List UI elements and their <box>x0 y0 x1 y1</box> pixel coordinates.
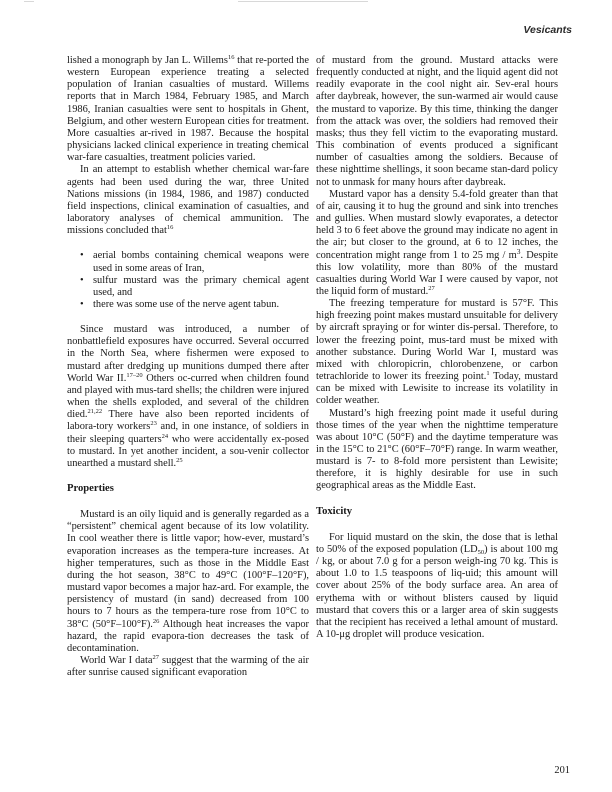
subscript: 50 <box>477 548 485 556</box>
paragraph-wwi-data <box>67 655 309 679</box>
left-column <box>67 55 309 679</box>
citation: 1 <box>486 370 490 378</box>
citation: 27 <box>428 284 435 292</box>
text: For liquid mustard on the skin, the dose that is lethal to 50% of the exposed population (LD <box>316 531 558 555</box>
text: Mustard vapor has a density 5.4-fold greater than that of air, causing it to hug the ground and sink into trenches and gullies. When mustard slowly evaporates, a detector held 3 to 6 feet above the ground may indicate no agent in the air; but closer to the ground, at 6 to 12 inches, the concentration might range from 1 to 25 mg / m <box>316 188 558 261</box>
citation: 21,22 <box>87 408 103 416</box>
paragraph-un-missions <box>67 164 309 237</box>
list-item <box>80 299 309 311</box>
citation: 16 <box>227 54 235 61</box>
right-column <box>316 55 558 641</box>
text: lished a monograph by Jan L. Willems <box>67 55 228 66</box>
text: Today, mustard can be mixed with Lewisite to increase its volatility in colder weather. <box>316 371 558 407</box>
paragraph-night-attacks: of mustard from the ground. Mustard attacks were frequently conducted at night, and the liquid agent did not readily evaporate in the cool night air. Sev-eral hours after daybreak, however, the sun-warmed air would cause the mustard to vaporize. By this time, thinking the danger from the attack was over, the soldiers had removed their masks; thus they fell victim to the evaporating mustard. This combination of events produced a significant number of casualties among the soldiers. Because of these nighttime shellings, it soon became stan-dard policy not to unmask for many hours after daybreak. <box>316 55 558 188</box>
text: Mustard is an oily liquid and is generally regarded as a “persistent” chemical agent because of its low volatility. In cool weather there is little vapor; how-ever, mustard’s evaporation increases as the tempera-ture increases. At higher temperatures, such as those in the Middle East during the hot season, 38°C to 49°C (100°F–120°F), mustard vapor becomes a major haz-ard. For example, the persistency of mustard (in sand) decreased from 100 hours to 7 hours as the tempera-ture rose from 10°C to 38°C (50°F–100°F). <box>67 509 309 630</box>
text: World War I data <box>80 655 153 667</box>
running-head: Vesicants <box>523 24 572 36</box>
text: The freezing temperature for mustard is 57°F. This high freezing point makes mustard unsuitable for delivery by aircraft spraying or for winter dis-persal. Therefore, to lower the freezing point, mus-tard must be mixed with another substance. During World War I, mustard was mixed with chloropicrin, chlorobenzene, or carbon tetrachloride to lower its freezing point. <box>316 298 558 383</box>
paragraph-freezing-point-usefulness: Mustard’s high freezing point made it useful during those times of the year when the nighttime temperature was about 10°C (50°F) and the daytime temperature was in the 15°C to 21°C (60°F–70°F) range. In warm weather, mustard is 7- to 8-fold more persistent than Lewisite; therefore, it is highly desirable for use in such geographical areas as the Middle East. <box>316 407 558 492</box>
text: In an attempt to establish whether chemical war-fare agents had been used during the war, three United Nations missions (in 1984, 1986, and 1987) conducted field inspections, clinical examination of casualties, and laboratory analyses of chemical ammunition. The missions concluded that <box>67 164 309 237</box>
section-heading-properties: Properties <box>67 483 114 494</box>
citation: 23 <box>150 420 157 428</box>
paragraph-freezing-temperature <box>316 298 558 407</box>
text: Since mustard was introduced, a number of nonbattlefield exposures have occurred. Several occurred in the North Sea, where fishermen were exposed to mustard after dredging up munitions dumped there after World War II. <box>67 324 309 384</box>
paragraph-properties <box>67 509 309 655</box>
text: Although heat increases the vapor hazard, the rapid evapora-tion decreases the task of decontamination. <box>67 618 309 654</box>
scan-artifact-line <box>238 1 368 2</box>
text: ) is about 100 mg / kg, or about 7.0 g for a person weigh-ing 70 kg. This is about 1.0 to 1.5 teaspoons of liq-uid; this amount will cover about 25% of the body surface area. An area of erythema with or without blisters caused by liquid mustard that covers this or a larger area of skin suggests that the recipient has received a lethal amount of mustard. A 10-μg droplet will produce vesication. <box>316 543 558 641</box>
text: suggest that the warming of the air after sunrise caused significant evaporation <box>67 655 309 679</box>
citation: 25 <box>176 456 183 464</box>
bullet-icon: • <box>80 274 84 286</box>
citation: 26 <box>152 617 160 625</box>
bullet-icon: • <box>80 250 84 262</box>
citation: 17–20 <box>126 371 143 379</box>
scan-artifact-mark <box>24 1 34 2</box>
text: There have also been reported incidents of labora-tory workers <box>67 409 309 433</box>
conclusions-list <box>67 250 309 311</box>
page-number: 201 <box>554 765 570 776</box>
text: that re-ported the western European experience treating a selected population of Iranian casualties of mustard. Willems reports that in March 1984, February 1985, and March 1986, Iranian casualties were sent to hospitals in Ghent, Belgium, and other western European cities for treatment. More casualties ar-rived in 1987. Because the hospital physicians lacked clinical experience in treating chemical war-fare casualties, treatment policies varied. <box>67 55 309 164</box>
paragraph-nonbattlefield <box>67 324 309 470</box>
bullet-icon: • <box>80 298 84 310</box>
exponent: 3 <box>516 246 521 256</box>
text: who were accidentally ex-posed to mustard. In yet another incident, a sou-venir collector unearthed a mustard shell. <box>67 433 309 469</box>
text: . Despite this low volatility, more than 80% of the mustard casualties during World War I were caused by vapor, not the liquid form of mustard. <box>316 249 558 297</box>
paragraph-willems <box>67 55 309 164</box>
paragraph-vapor-density <box>316 189 558 298</box>
citation: 24 <box>161 432 169 440</box>
paragraph-toxicity <box>316 532 558 641</box>
list-item <box>80 250 309 274</box>
list-item-text: aerial bombs containing chemical weapons were used in some areas of Iran, <box>93 250 309 274</box>
section-heading-toxicity: Toxicity <box>316 505 353 517</box>
citation: 16 <box>166 224 174 232</box>
citation: 27 <box>152 654 159 662</box>
list-item <box>80 275 309 299</box>
list-item-text: sulfur mustard was the primary chemical agent used, and <box>93 274 309 298</box>
text: and, in one instance, of soldiers in their sleeping quarters <box>67 421 310 445</box>
list-item-text: there was some use of the nerve agent tabun. <box>93 298 280 310</box>
text: Others oc-curred when children found and played with mus-tard shells; the children were injured when the shells exploded, and several of the children died. <box>67 372 309 421</box>
